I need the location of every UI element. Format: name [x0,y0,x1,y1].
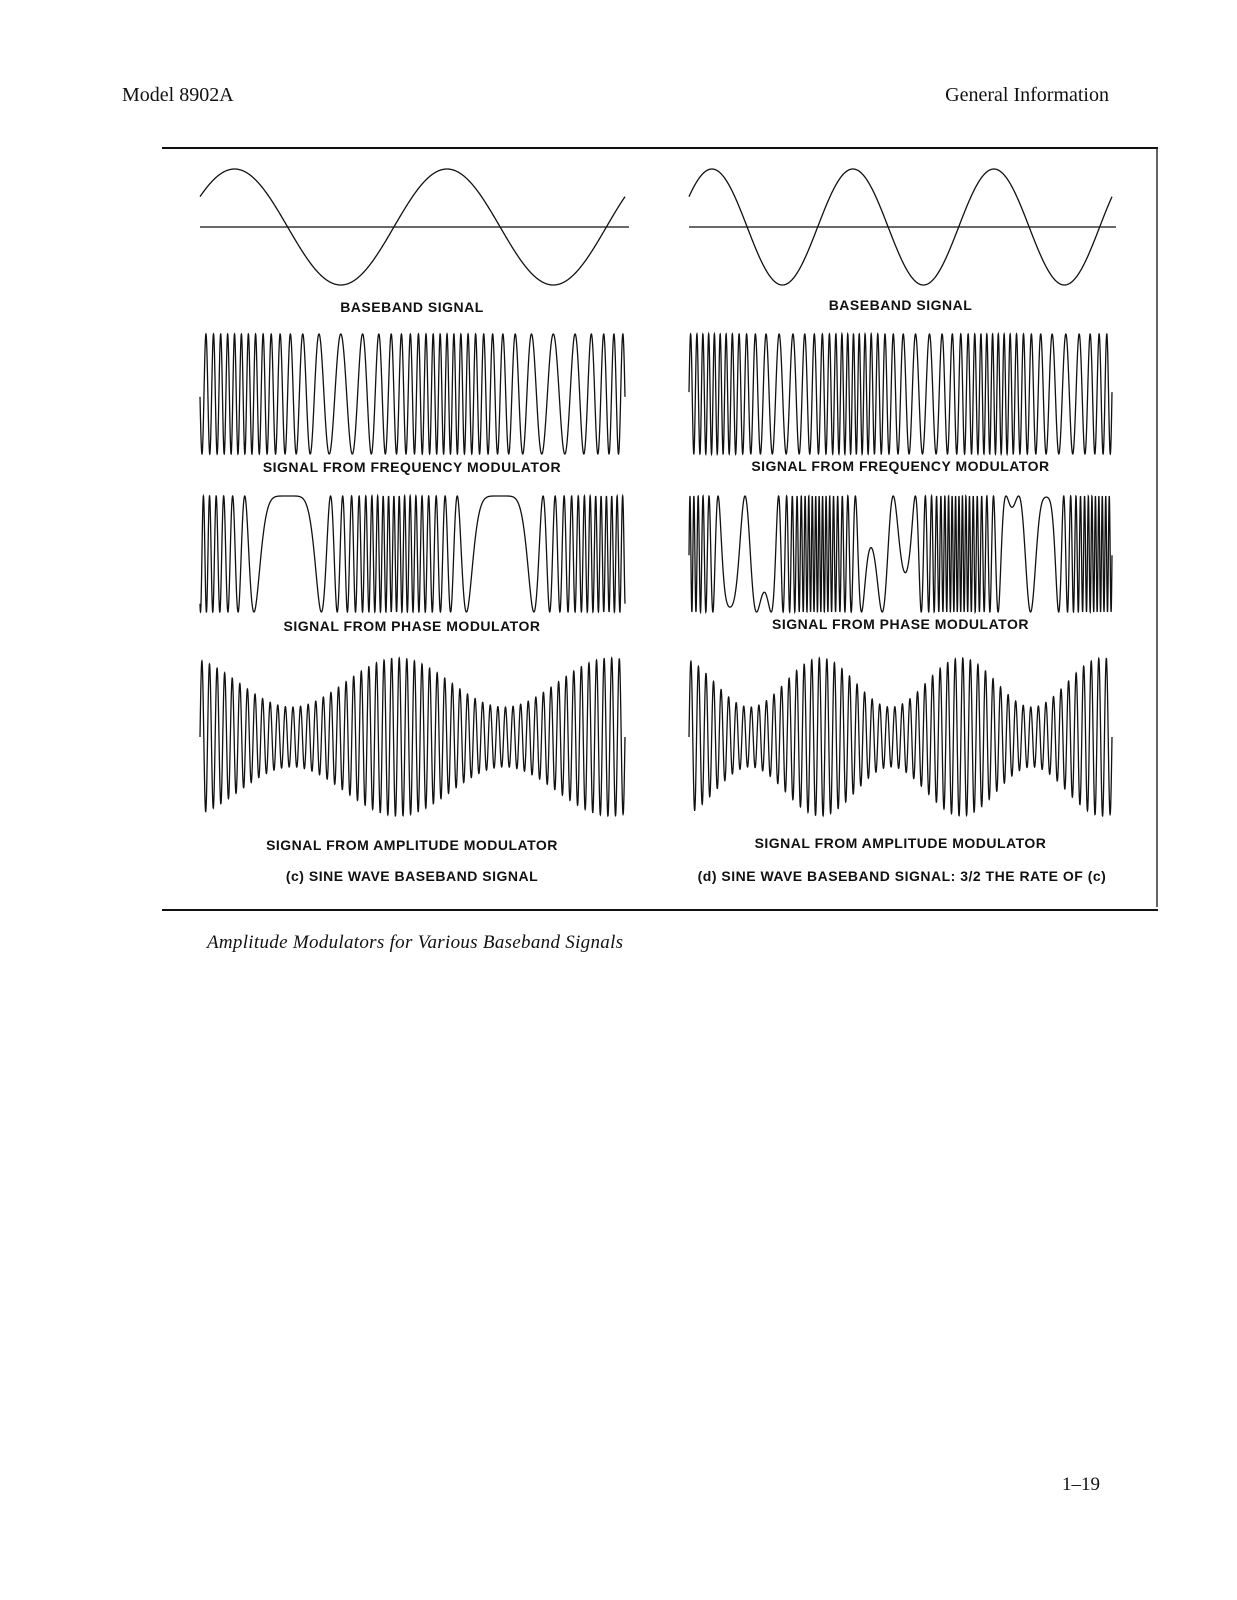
right-fm-label: SIGNAL FROM FREQUENCY MODULATOR [751,458,1050,474]
right-am-wave [689,658,1112,816]
left-pm-wave [200,496,625,612]
waveform-drawings [162,149,1158,909]
header-model: Model 8902A [122,84,234,106]
figure-caption: Amplitude Modulators for Various Baseband Signals [207,932,624,953]
left-fm-label: SIGNAL FROM FREQUENCY MODULATOR [262,459,562,475]
left-am-label: SIGNAL FROM AMPLITUDE MODULATOR [266,837,558,853]
right-pm-label: SIGNAL FROM PHASE MODULATOR [772,616,1029,632]
left-pm-label: SIGNAL FROM PHASE MODULATOR [283,618,541,634]
right-fm-wave [689,334,1112,454]
left-panel-caption: (c) SINE WAVE BASEBAND SIGNAL [285,868,539,884]
right-pm-wave [689,496,1112,612]
left-fm-wave [200,334,625,454]
header-section: General Information [945,84,1109,106]
right-am-label: SIGNAL FROM AMPLITUDE MODULATOR [754,835,1047,851]
right-baseband-label: BASEBAND SIGNAL [828,297,973,313]
left-am-wave [200,658,625,816]
modulation-figure [162,147,1158,911]
right-panel-caption: (d) SINE WAVE BASEBAND SIGNAL: 3/2 THE RATE OF (c) [697,868,1107,884]
page-number: 1–19 [1062,1474,1100,1495]
left-baseband-label: BASEBAND SIGNAL [340,299,484,315]
